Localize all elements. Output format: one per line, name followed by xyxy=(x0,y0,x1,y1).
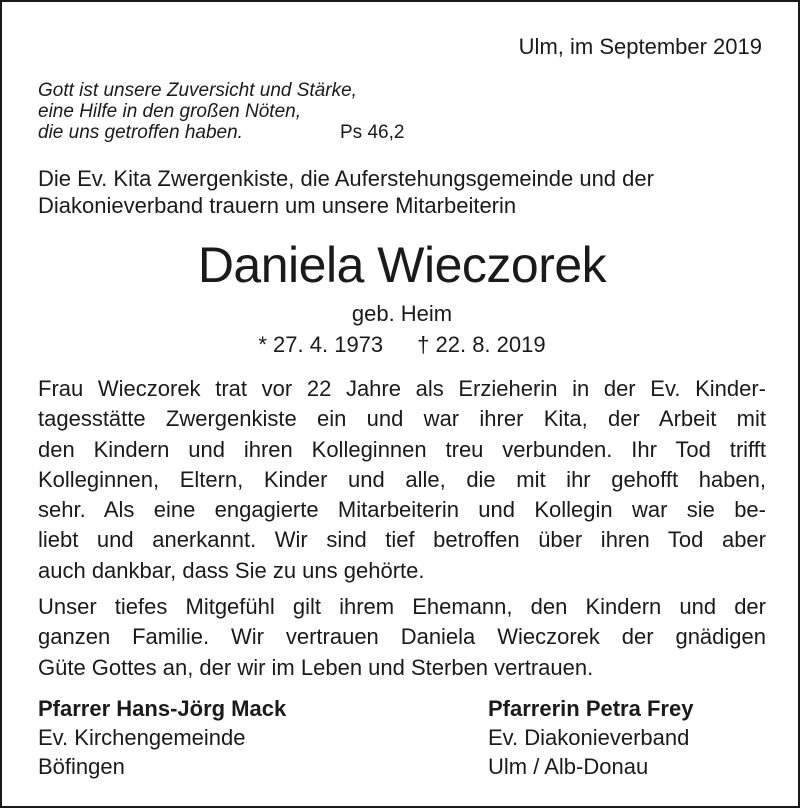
paragraph-line: Unser tiefes Mitgefühl gilt ihrem Ehemann, den Kindern und der xyxy=(38,594,766,619)
bible-verse xyxy=(38,80,357,143)
verse-line: die uns getroffen haben. xyxy=(38,122,243,143)
paragraph-line: ganzen Familie. Wir vertrauen Daniela Wieczorek der gnädigen xyxy=(38,624,766,650)
place-date: Ulm, im September 2019 xyxy=(518,34,762,59)
paragraph-line: sehr. Als eine engagierte Mitarbeiterin und Kollegin war sie be- xyxy=(38,497,766,523)
signatory-place: Ulm / Alb-Donau xyxy=(488,754,649,779)
paragraph-line: auch dankbar, dass Sie zu uns gehörte. xyxy=(38,557,425,583)
verse-reference: Ps 46,2 xyxy=(340,122,405,143)
body-paragraph-2 xyxy=(38,592,766,683)
body-paragraph-1 xyxy=(38,374,766,586)
paragraph-line: tagesstätte Zwergenkiste ein und war ihrer Kita, der Arbeit mit xyxy=(38,406,766,432)
signatory-name: Pfarrerin Petra Frey xyxy=(488,696,694,721)
deceased-name: Daniela Wieczorek xyxy=(197,237,607,293)
birth-date: * 27. 4. 1973 xyxy=(258,332,384,357)
paragraph-line: den Kindern und ihren Kolleginnen treu verbunden. Ihr Tod trifft xyxy=(38,436,766,462)
life-dates xyxy=(2,330,800,360)
signature-left xyxy=(38,694,286,781)
intro-line: Diakonieverband trauern um unsere Mitarbeiterin xyxy=(38,193,517,218)
verse-line: eine Hilfe in den großen Nöten, xyxy=(38,101,301,122)
paragraph-line: Güte Gottes an, der wir im Leben und Sterben vertrauen. xyxy=(38,654,594,680)
signatory-organization: Ev. Kirchengemeinde xyxy=(38,725,246,750)
signatory-organization: Ev. Diakonieverband xyxy=(488,725,690,750)
paragraph-line: Kolleginnen, Eltern, Kinder und alle, die mit ihr gehofft haben, xyxy=(38,466,766,492)
intro-line: Die Ev. Kita Zwergenkiste, die Auferstehungsgemeinde und der xyxy=(38,166,654,191)
verse-line: Gott ist unsere Zuversicht und Stärke, xyxy=(38,80,357,101)
paragraph-line: liebt und anerkannt. Wir sind tief betroffen über ihren Tod aber xyxy=(38,527,766,553)
signatory-name: Pfarrer Hans-Jörg Mack xyxy=(38,696,287,721)
signatory-place: Böfingen xyxy=(38,754,125,779)
death-date: † 22. 8. 2019 xyxy=(417,332,546,357)
paragraph-line: Frau Wieczorek trat vor 22 Jahre als Erzieherin in der Ev. Kinder- xyxy=(38,376,766,401)
maiden-name: geb. Heim xyxy=(351,301,453,326)
intro-text xyxy=(38,165,654,219)
signature-right xyxy=(488,694,693,781)
